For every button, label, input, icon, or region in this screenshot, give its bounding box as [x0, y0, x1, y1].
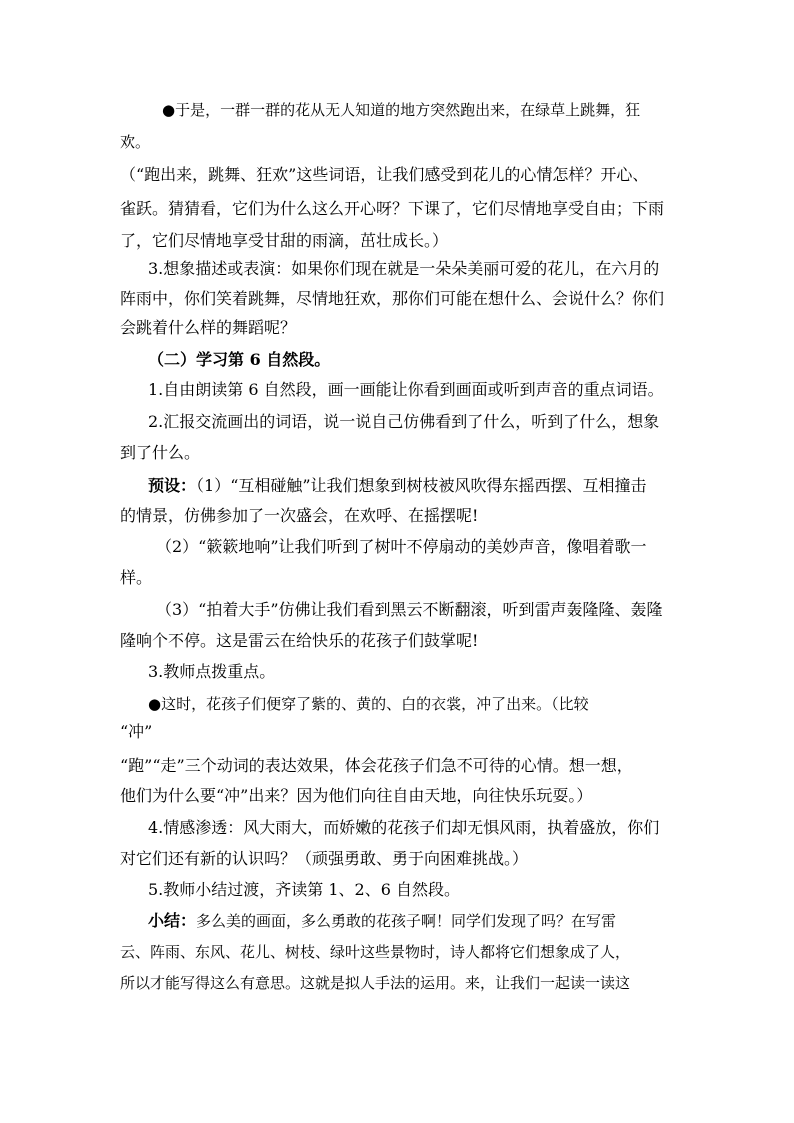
paragraph-line: 欢。: [120, 133, 151, 151]
preset-text: （1）“互相碰触”让我们想象到树枝被风吹得东摇西摆、互相撞击: [196, 476, 647, 495]
paragraph-line: 了，它们尽情地享受甘甜的雨滴，茁壮成长。）: [120, 231, 449, 250]
paragraph-line: 云、阵雨、东风、花儿、树枝、绿叶这些景物时，诗人都将它们想象成了人，: [120, 943, 631, 961]
paragraph-line: （3）“拍着大手”仿佛让我们看到黑云不断翻滚，听到雷声轰隆隆、轰隆: [156, 600, 663, 619]
paragraph-line: ●这时，花孩子们便穿了紫的、黄的、白的衣裳，冲了出来。（比较: [148, 695, 589, 713]
paragraph-line: （“跑出来，跳舞、狂欢”这些词语，让我们感受到花儿的心情怎样？开心、: [120, 165, 649, 184]
summary-text: 多么美的画面，多么勇敢的花孩子啊！同学们发现了吗？在写雷: [196, 912, 617, 930]
paragraph-line: 阵雨中，你们笑着跳舞，尽情地狂欢，那你们可能在想什么、会说什么？你们: [120, 289, 665, 308]
paragraph-line: 的情景，仿佛参加了一次盛会，在欢呼、在摇摆呢!: [120, 506, 479, 525]
paragraph-line: 1.自由朗读第 6 自然段，画一画能让你看到画面或听到声音的重点词语。: [148, 380, 664, 399]
paragraph-line: 对它们还有新的认识吗？（顽强勇敢、勇于向困难挑战。）: [120, 849, 529, 868]
paragraph-line: 雀跃。猜猜看，它们为什么这么开心呀？下课了，它们尽情地享受自由；下雨: [120, 199, 665, 218]
summary-label: 小结：: [148, 911, 197, 930]
paragraph-line: 他们为什么要“冲”出来？因为他们向往自由天地，向往快乐玩耍。）: [120, 786, 593, 805]
paragraph-line: 4.情感渗透：风大雨大，而娇嫩的花孩子们却无惧风雨，执着盛放，你们: [148, 818, 660, 837]
paragraph-line: 5.教师小结过渡，齐读第 1、2、6 自然段。: [148, 880, 460, 899]
paragraph-line: “跑”“走”三个动词的表达效果，体会花孩子们急不可待的心情。想一想，: [120, 756, 633, 775]
paragraph-line: 会跳着什么样的舞蹈呢？: [120, 318, 297, 337]
paragraph-line: 样。: [120, 568, 153, 587]
paragraph-line: “冲”: [120, 722, 153, 741]
paragraph-line: 到了什么。: [120, 443, 201, 462]
paragraph-line: 2.汇报交流画出的词语，说一说自己仿佛看到了什么，听到了什么，想象: [148, 412, 660, 431]
section-heading: （二）学习第 6 自然段。: [148, 350, 331, 369]
preset-label: 预设：: [148, 476, 197, 495]
paragraph-line: 3.想象描述或表演：如果你们现在就是一朵朵美丽可爱的花儿，在六月的: [148, 259, 660, 278]
paragraph-line: 所以才能写得这么有意思。这就是拟人手法的运用。来，让我们一起读一读这: [120, 974, 631, 992]
paragraph-line: ●于是，一群一群的花从无人知道的地方突然跑出来，在绿草上跳舞，狂: [162, 101, 641, 119]
paragraph-line: [148, 911, 616, 931]
paragraph-line: [148, 476, 647, 496]
paragraph-line: （2）“簌簌地响”让我们听到了树叶不停扇动的美妙声音，像唱着歌一: [156, 537, 647, 556]
paragraph-line: 隆响个不停。这是雷云在给快乐的花孩子们鼓掌呢!: [120, 631, 479, 650]
paragraph-line: 3.教师点拨重点。: [148, 662, 276, 681]
